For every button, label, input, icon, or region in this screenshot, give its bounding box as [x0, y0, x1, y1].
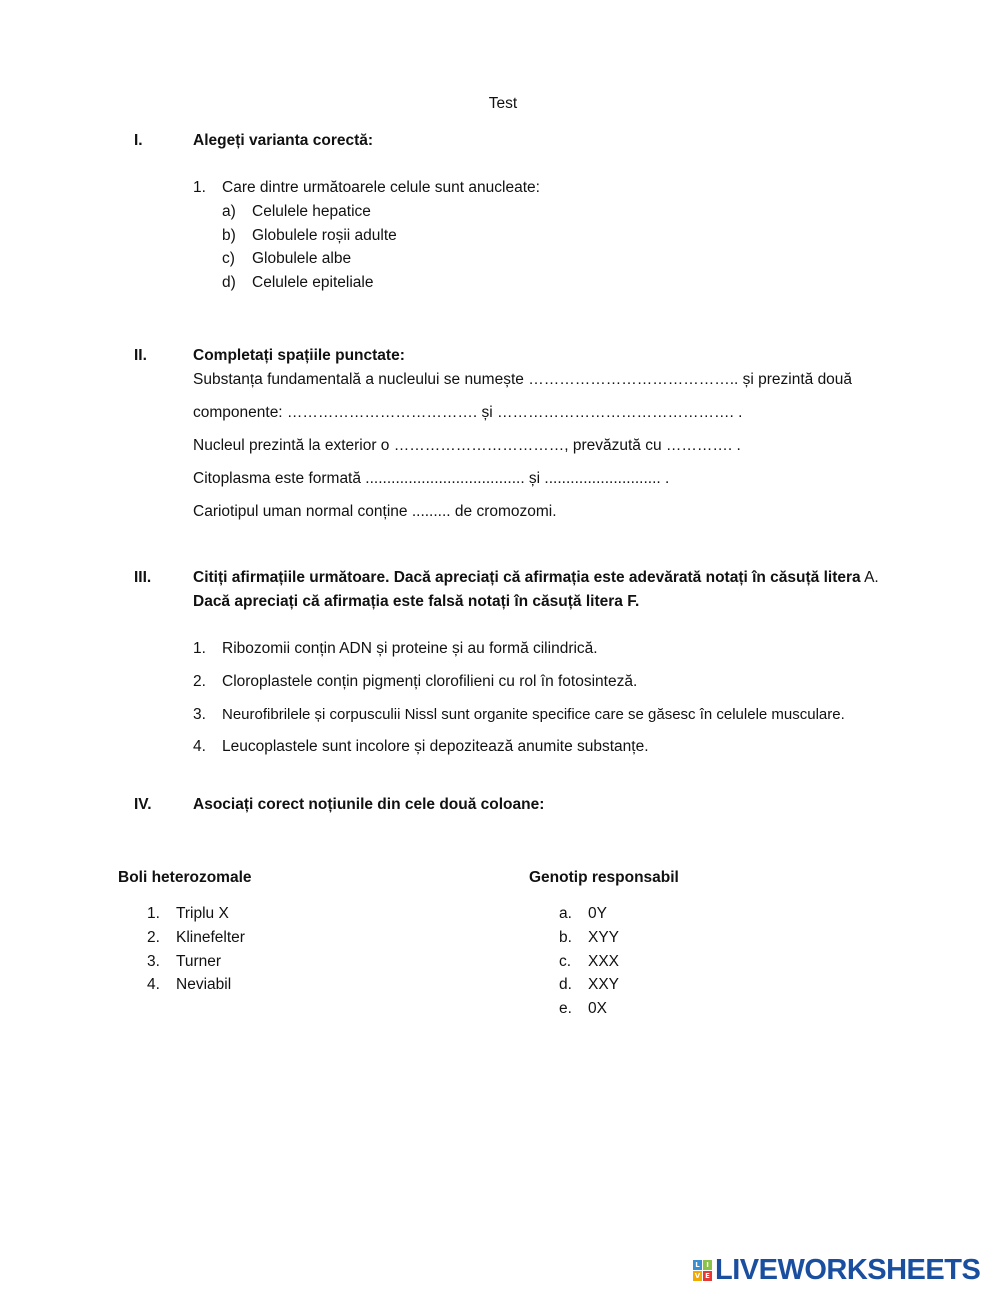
right-item-text: 0X — [588, 1000, 607, 1017]
section-3-heading-line-2: Dacă apreciați că afirmația este falsă notați în căsuță litera F. — [193, 593, 640, 610]
fill-in-line: componente: ………………………………. și ………………………………………. . — [193, 404, 743, 421]
fill-in-line: Nucleul prezintă la exterior o ……………………………, prevăzută cu …………. . — [193, 437, 741, 454]
left-item-text: Triplu X — [176, 905, 229, 922]
section-3-heading-line-1 — [193, 568, 879, 588]
question-1-text: Care dintre următoarele celule sunt anucleate: — [222, 179, 540, 196]
right-item-text: 0Y — [588, 905, 607, 922]
question-1-number: 1. — [193, 179, 206, 196]
section-3-heading-tail: A. — [860, 569, 879, 586]
statement-number: 3. — [193, 706, 206, 723]
option-text: Celulele epiteliale — [252, 274, 374, 291]
fill-in-line: Citoplasma este formată ..................................... și ........................... . — [193, 470, 670, 487]
statement-text: Leucoplastele sunt incolore și depozitează anumite substanțe. — [222, 738, 649, 755]
left-item-number: 4. — [147, 976, 160, 993]
left-item-number: 1. — [147, 905, 160, 922]
page-title: Test — [488, 95, 518, 112]
statement-number: 4. — [193, 738, 206, 755]
logo-text: LIVEWORKSHEETS — [715, 1254, 981, 1286]
statement-text: Cloroplastele conțin pigmenți clorofilieni cu rol în fotosinteză. — [222, 673, 638, 690]
right-item-text: XXX — [588, 953, 620, 970]
right-item-text: XXY — [588, 976, 620, 993]
option-text: Globulele albe — [252, 250, 352, 267]
option-letter: c) — [222, 250, 235, 267]
left-item-number: 3. — [147, 953, 160, 970]
left-column-header: Boli heterozomale — [118, 869, 252, 886]
section-3-heading-bold: Citiți afirmațiile următoare. Dacă apreciați că afirmația este adevărată notați în căsuță litera — [193, 569, 861, 586]
left-item-text: Neviabil — [176, 976, 232, 993]
section-4-numeral: IV. — [134, 796, 152, 813]
right-item-letter: d. — [559, 976, 572, 993]
logo-badge-icon — [693, 1260, 712, 1281]
option-text: Globulele roșii adulte — [252, 227, 397, 244]
statement-text: Ribozomii conțin ADN și proteine și au formă cilindrică. — [222, 640, 598, 657]
fill-in-line: Substanța fundamentală a nucleului se numește ………………………………….. și prezintă două — [193, 371, 853, 388]
option-letter: d) — [222, 274, 236, 291]
section-2-heading: Completați spațiile punctate: — [193, 347, 405, 364]
statement-text: Neurofibrilele și corpusculii Nissl sunt organite specifice care se găsesc în celulele musculare. — [222, 706, 845, 723]
option-letter: b) — [222, 227, 236, 244]
right-item-text: XYY — [588, 929, 620, 946]
liveworksheets-logo[interactable] — [693, 1254, 980, 1287]
section-3-numeral: III. — [134, 569, 152, 586]
logo-badge-tile: V — [694, 1272, 701, 1280]
section-2-numeral: II. — [134, 347, 147, 364]
right-column-header: Genotip responsabil — [529, 869, 679, 886]
logo-badge-tile: L — [693, 1260, 702, 1270]
logo-badge-tile: E — [703, 1271, 712, 1281]
statement-number: 1. — [193, 640, 206, 657]
right-item-letter: c. — [559, 953, 572, 970]
statement-number: 2. — [193, 673, 206, 690]
section-4-heading: Asociați corect noțiunile din cele două coloane: — [193, 796, 545, 813]
fill-in-line: Cariotipul uman normal conține ......... de cromozomi. — [193, 503, 557, 520]
option-letter: a) — [222, 203, 236, 220]
right-item-letter: a. — [559, 905, 572, 922]
option-text: Celulele hepatice — [252, 203, 371, 220]
left-item-text: Klinefelter — [176, 929, 245, 946]
left-item-text: Turner — [176, 953, 222, 970]
section-1-heading: Alegeți varianta corectă: — [193, 132, 374, 149]
right-item-letter: b. — [559, 929, 572, 946]
right-item-letter: e. — [559, 1000, 572, 1017]
section-1-numeral: I. — [134, 132, 143, 149]
left-item-number: 2. — [147, 929, 160, 946]
logo-badge-tile: I — [703, 1260, 712, 1270]
